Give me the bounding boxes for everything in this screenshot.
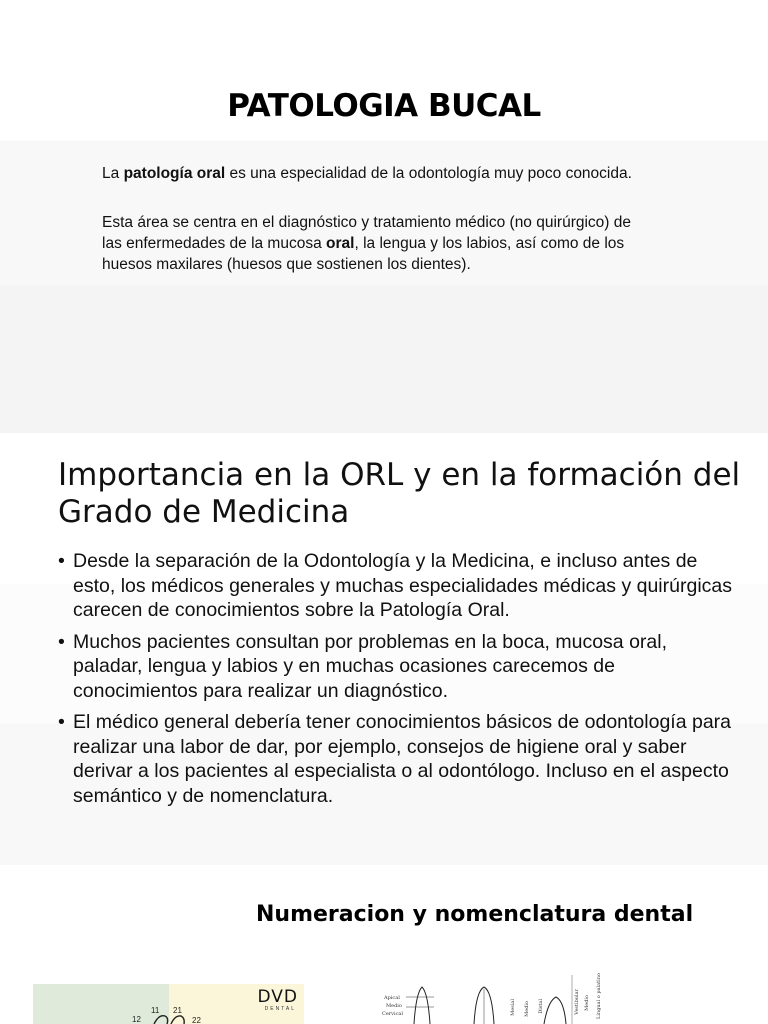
bullet-icon: • [58, 630, 65, 653]
intro-paragraph: La patología oral es una especialidad de la odontología muy poco conocida. [102, 165, 632, 182]
diagram-label: Apical [384, 995, 400, 1001]
tooth-outline-icon [33, 984, 304, 1024]
tooth-number: 22 [192, 1016, 201, 1024]
slide-title: Importancia en la ORL y en la formación del Grado de Medicina [58, 457, 741, 530]
bullet-icon: • [58, 550, 65, 572]
tooth-diagram-icon [376, 973, 616, 1024]
diagram-label: Mesial [510, 999, 516, 1016]
slide-title: Numeracion y nomenclatura dental [256, 902, 694, 927]
list-item: • El médico general debería tener conocimientos básicos de odontología para realizar una labor de dar, por ejemplo, consejos de higiene oral y saber derivar a los pacientes al especialista o al odontólogo. Incluso en el aspecto semántico y de nomenclatura. [58, 711, 732, 807]
brand-subtitle: DENTAL [264, 1006, 296, 1012]
dental-chart-image [33, 984, 304, 1024]
slide-importancia [0, 433, 768, 865]
diagram-label: Medio [524, 1001, 530, 1017]
slide-title: PATOLOGIA BUCAL [227, 88, 541, 124]
diagram-label: Lingual o palatino [596, 973, 602, 1019]
brand-logo: DVD [257, 987, 298, 1007]
tooth-number: 12 [132, 1015, 141, 1024]
tooth-number: 21 [173, 1006, 182, 1015]
tooth-number: 11 [151, 1006, 160, 1015]
slide-numeracion [0, 865, 768, 1024]
tooth-surface-diagram [376, 973, 616, 1024]
list-item: • Desde la separación de la Odontología y la Medicina, e incluso antes de esto, los médicos generales y muchas especialidades médicas y quirúrgicas carecen de conocimientos sobre la Patología Oral. [58, 550, 732, 621]
bullet-icon: • [58, 711, 65, 733]
list-item: • Muchos pacientes consultan por problemas en la boca, mucosa oral, paladar, lengua y labios y en muchas ocasiones carecemos de conocimientos para realizar un diagnóstico. [58, 630, 667, 702]
description-paragraph: Esta área se centra en el diagnóstico y tratamiento médico (no quirúrgico) de las enfermedades de la mucosa oral, la lengua y los labios, así como de los huesos maxilares (huesos que sostienen los dientes). [102, 214, 632, 273]
slide-patologia-bucal [0, 0, 768, 433]
bullet-list [58, 549, 738, 815]
diagram-label: Vestibular [574, 989, 580, 1015]
diagram-label: Medio [386, 1003, 402, 1009]
diagram-label: Medio [584, 995, 590, 1011]
diagram-label: Distal [538, 999, 544, 1014]
diagram-label: Cervical [382, 1011, 403, 1017]
